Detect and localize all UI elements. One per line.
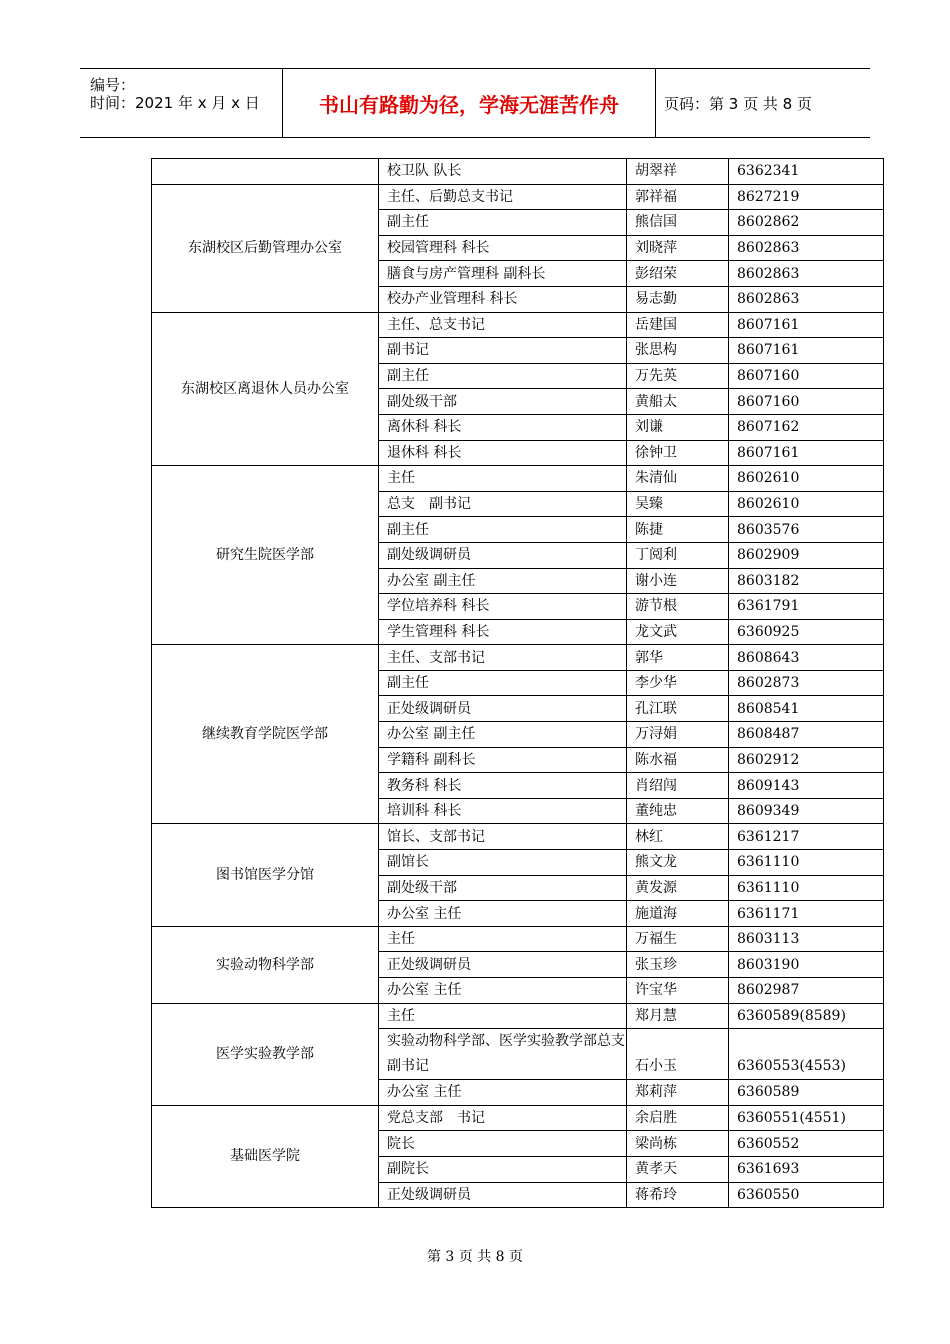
name-cell: 陈捷 [627, 517, 729, 543]
phone-cell: 8607161 [729, 338, 884, 364]
position-cell: 副主任 [379, 210, 627, 236]
table-row [152, 1003, 884, 1029]
position-cell: 办公室 主任 [379, 978, 627, 1004]
phone-cell: 8603182 [729, 568, 884, 594]
position-cell: 副处级干部 [379, 875, 627, 901]
position-cell: 副主任 [379, 670, 627, 696]
position-cell: 膳食与房产管理科 副科长 [379, 261, 627, 287]
name-cell: 肖绍闯 [627, 773, 729, 799]
phone-cell: 6361693 [729, 1156, 884, 1182]
name-cell: 郑莉萍 [627, 1080, 729, 1106]
position-cell: 主任、后勤总支书记 [379, 184, 627, 210]
name-cell: 郭华 [627, 645, 729, 671]
name-cell: 黄孝天 [627, 1156, 729, 1182]
phone-cell: 6361110 [729, 875, 884, 901]
phone-cell: 8607160 [729, 363, 884, 389]
position-cell: 主任 [379, 926, 627, 952]
name-cell: 石小玉 [627, 1029, 729, 1080]
position-cell: 办公室 主任 [379, 1080, 627, 1106]
phone-cell: 6360925 [729, 619, 884, 645]
phone-cell: 6361217 [729, 824, 884, 850]
position-cell: 正处级调研员 [379, 1182, 627, 1208]
position-cell: 办公室 主任 [379, 901, 627, 927]
header-meta [80, 69, 280, 137]
name-cell: 郑月慧 [627, 1003, 729, 1029]
directory-body [152, 159, 884, 1208]
position-cell: 学生管理科 科长 [379, 619, 627, 645]
directory-table [151, 158, 884, 1208]
position-cell: 副主任 [379, 363, 627, 389]
name-cell: 万浔娟 [627, 722, 729, 748]
position-cell: 退休科 科长 [379, 440, 627, 466]
position-cell: 正处级调研员 [379, 696, 627, 722]
phone-cell: 8609143 [729, 773, 884, 799]
phone-cell: 6360552 [729, 1131, 884, 1157]
name-cell: 郭祥福 [627, 184, 729, 210]
phone-cell: 6360553(4553) [729, 1029, 884, 1080]
name-cell: 朱清仙 [627, 466, 729, 492]
department-cell: 实验动物科学部 [152, 926, 379, 1003]
name-cell: 张思构 [627, 338, 729, 364]
position-cell: 副主任 [379, 517, 627, 543]
page-header [80, 68, 870, 138]
name-cell: 许宝华 [627, 978, 729, 1004]
table-row [152, 926, 884, 952]
position-cell: 离休科 科长 [379, 414, 627, 440]
phone-cell: 6360589 [729, 1080, 884, 1106]
phone-cell: 8608643 [729, 645, 884, 671]
phone-cell: 6360589(8589) [729, 1003, 884, 1029]
time-label: 时间：2021 年 x 月 x 日 [90, 94, 260, 112]
position-cell: 校园管理科 科长 [379, 235, 627, 261]
name-cell: 林红 [627, 824, 729, 850]
phone-cell: 8602863 [729, 261, 884, 287]
position-cell: 主任、总支书记 [379, 312, 627, 338]
page-label: 页码：第 3 页 共 8 页 [664, 94, 812, 113]
table-row [152, 1105, 884, 1131]
name-cell: 余启胜 [627, 1105, 729, 1131]
position-cell: 党总支部 书记 [379, 1105, 627, 1131]
table-row [152, 645, 884, 671]
name-cell: 彭绍荣 [627, 261, 729, 287]
position-cell: 副书记 [379, 338, 627, 364]
phone-cell: 8607162 [729, 414, 884, 440]
phone-cell: 8608487 [729, 722, 884, 748]
position-cell: 学籍科 副科长 [379, 747, 627, 773]
table-row [152, 824, 884, 850]
position-cell: 办公室 副主任 [379, 568, 627, 594]
position-cell: 校办产业管理科 科长 [379, 286, 627, 312]
name-cell: 徐钟卫 [627, 440, 729, 466]
phone-cell: 8607161 [729, 440, 884, 466]
position-cell: 主任 [379, 1003, 627, 1029]
position-cell: 副处级干部 [379, 389, 627, 415]
position-cell: 院长 [379, 1131, 627, 1157]
phone-cell: 8607160 [729, 389, 884, 415]
phone-cell: 6361110 [729, 850, 884, 876]
position-cell: 主任 [379, 466, 627, 492]
phone-cell: 8603576 [729, 517, 884, 543]
phone-cell: 8608541 [729, 696, 884, 722]
name-cell: 张玉珍 [627, 952, 729, 978]
department-cell: 继续教育学院医学部 [152, 645, 379, 824]
department-cell: 东湖校区后勤管理办公室 [152, 184, 379, 312]
phone-cell: 8602912 [729, 747, 884, 773]
position-cell: 正处级调研员 [379, 952, 627, 978]
phone-cell: 6362341 [729, 159, 884, 185]
phone-cell: 8602863 [729, 235, 884, 261]
table-row [152, 159, 884, 185]
position-cell: 总支 副书记 [379, 491, 627, 517]
name-cell: 陈水福 [627, 747, 729, 773]
position-cell: 副院长 [379, 1156, 627, 1182]
phone-cell: 8602987 [729, 978, 884, 1004]
header-motto: 书山有路勤为径，学海无涯苦作舟 [282, 69, 656, 137]
department-cell: 医学实验教学部 [152, 1003, 379, 1105]
phone-cell: 8609349 [729, 798, 884, 824]
position-cell: 学位培养科 科长 [379, 594, 627, 620]
phone-cell: 8603113 [729, 926, 884, 952]
name-cell: 黄发源 [627, 875, 729, 901]
phone-cell: 6361791 [729, 594, 884, 620]
name-cell: 董纯忠 [627, 798, 729, 824]
position-cell: 副馆长 [379, 850, 627, 876]
department-cell [152, 159, 379, 185]
name-cell: 熊文龙 [627, 850, 729, 876]
name-cell: 梁尚栋 [627, 1131, 729, 1157]
name-cell: 李少华 [627, 670, 729, 696]
phone-cell: 6361171 [729, 901, 884, 927]
name-cell: 万福生 [627, 926, 729, 952]
name-cell: 施道海 [627, 901, 729, 927]
position-cell: 办公室 副主任 [379, 722, 627, 748]
name-cell: 刘晓萍 [627, 235, 729, 261]
name-cell: 岳建国 [627, 312, 729, 338]
department-cell: 基础医学院 [152, 1105, 379, 1207]
phone-cell: 8607161 [729, 312, 884, 338]
phone-cell: 8602909 [729, 542, 884, 568]
name-cell: 谢小连 [627, 568, 729, 594]
name-cell: 刘谦 [627, 414, 729, 440]
name-cell: 熊信国 [627, 210, 729, 236]
page-footer: 第 3 页 共 8 页 [426, 1249, 524, 1265]
position-cell: 校卫队 队长 [379, 159, 627, 185]
department-cell: 图书馆医学分馆 [152, 824, 379, 926]
name-cell: 蒋希玲 [627, 1182, 729, 1208]
phone-cell: 8602863 [729, 286, 884, 312]
position-cell: 实验动物科学部、医学实验教学部总支 副书记 [379, 1029, 627, 1080]
name-cell: 丁阅利 [627, 542, 729, 568]
name-cell: 龙文武 [627, 619, 729, 645]
phone-cell: 8602862 [729, 210, 884, 236]
phone-cell: 8602873 [729, 670, 884, 696]
phone-cell: 8627219 [729, 184, 884, 210]
position-cell: 教务科 科长 [379, 773, 627, 799]
name-cell: 游节根 [627, 594, 729, 620]
phone-cell: 6360551(4551) [729, 1105, 884, 1131]
phone-cell: 8603190 [729, 952, 884, 978]
phone-cell: 6360550 [729, 1182, 884, 1208]
name-cell: 易志勤 [627, 286, 729, 312]
name-cell: 孔江联 [627, 696, 729, 722]
phone-cell: 8602610 [729, 466, 884, 492]
table-row [152, 312, 884, 338]
name-cell: 万先英 [627, 363, 729, 389]
table-row [152, 184, 884, 210]
position-cell: 培训科 科长 [379, 798, 627, 824]
position-cell: 主任、支部书记 [379, 645, 627, 671]
phone-cell: 8602610 [729, 491, 884, 517]
position-cell: 副处级调研员 [379, 542, 627, 568]
number-label: 编号： [90, 76, 136, 94]
department-cell: 东湖校区离退休人员办公室 [152, 312, 379, 466]
name-cell: 吴臻 [627, 491, 729, 517]
header-page [656, 69, 870, 137]
name-cell: 黄船太 [627, 389, 729, 415]
department-cell: 研究生院医学部 [152, 466, 379, 645]
table-row [152, 466, 884, 492]
position-cell: 馆长、支部书记 [379, 824, 627, 850]
name-cell: 胡翠祥 [627, 159, 729, 185]
